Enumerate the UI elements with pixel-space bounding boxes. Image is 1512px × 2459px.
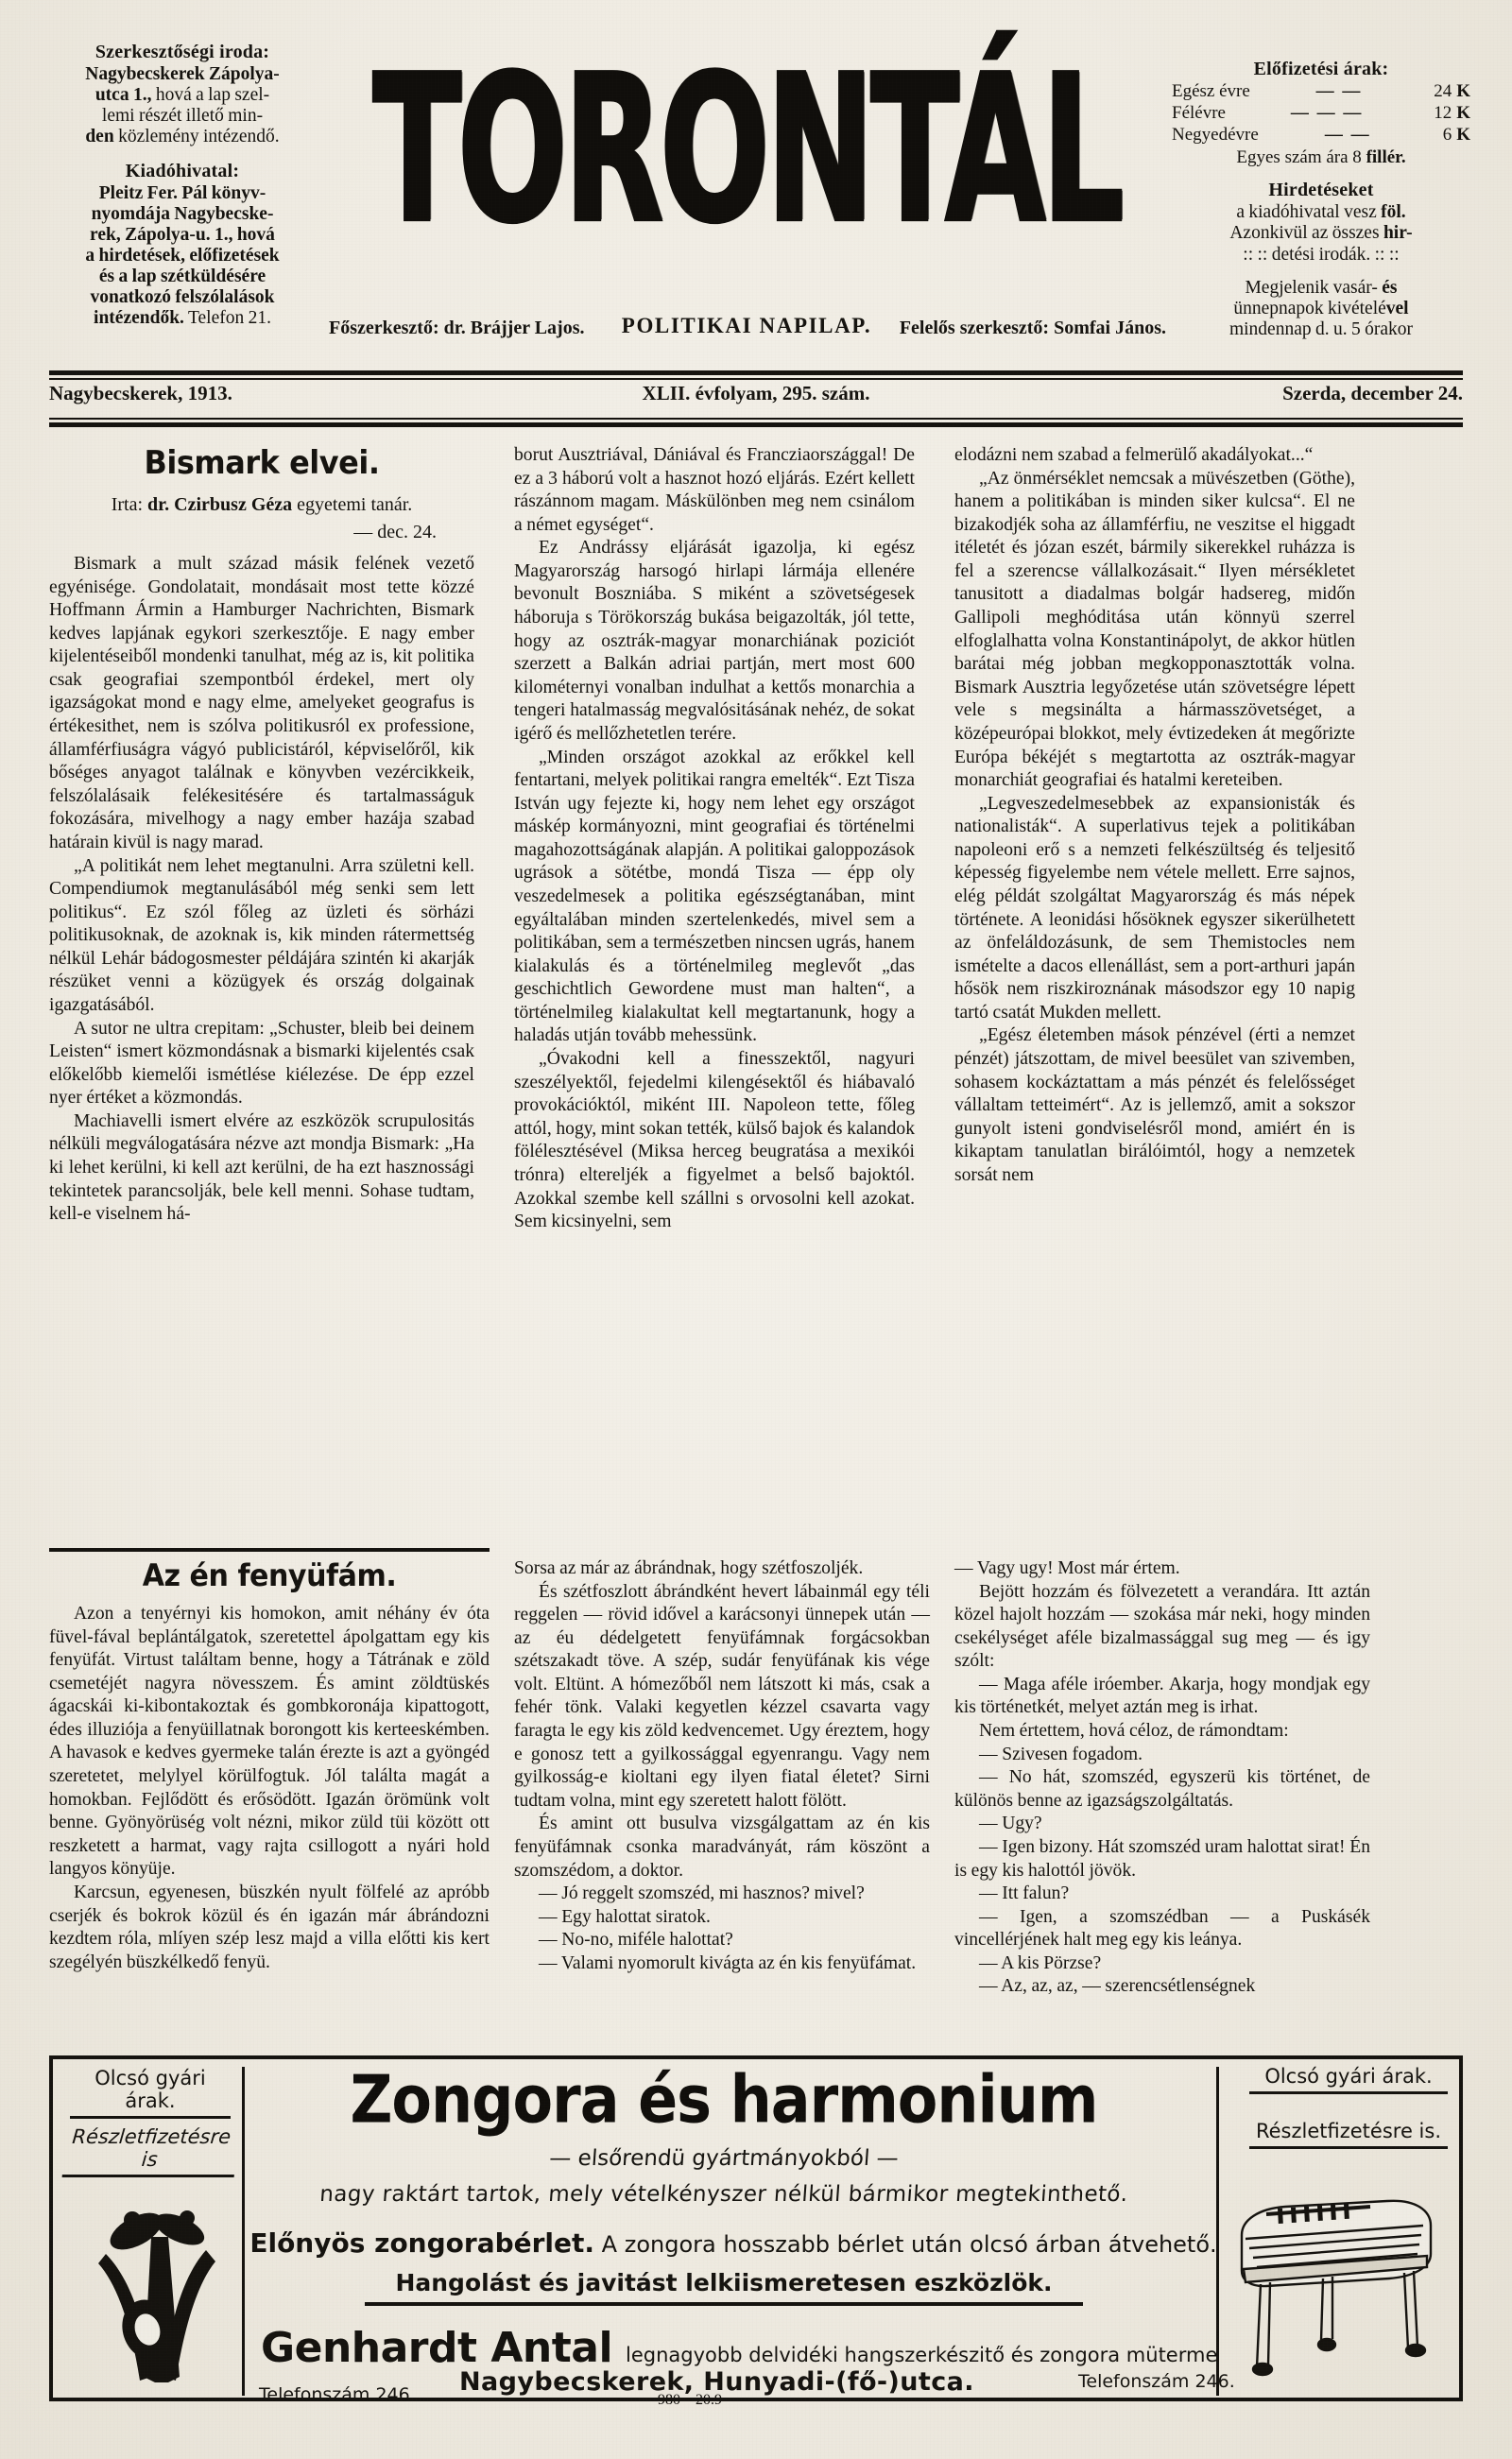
ad-phone-right: Telefonszám 246. (1078, 2371, 1235, 2392)
paragraph: Azon a tenyérnyi kis homokon, amit néhány év óta füvel-fával beplántálgatok, szeretettel ápolgattam egy kis fenyüfát. Virtust találtam benne, hogy a Tátrának e zöld csemetéjét nagyra növesszem. És amint zöldtüskés ágacskái ki-kibontakoztak és gombkoronája kipattogott, édes illuziója a fenyüillatnak borongott kis kerteeskémben. A havasok e kedves gyermeke talán érezte is azt a gyöngéd szeretetet, melylyel körülfogtuk. Jól találta magát a homokban. Fejlődött és erősödött. Igazán örömünk volt benne. Gyönyörüség volt nézni, mikor züld tüi között ott reszketett a harmat, vagy rajta csillogott a nyári hold langyos könyüje. (49, 1604, 490, 1880)
price-dashes-halfyear: — — — (1290, 103, 1364, 124)
editorial-office-heading: Szerkesztőségi iroda: (94, 42, 270, 62)
schedule-line1a: Megjelenik vasár- (1245, 277, 1383, 298)
paragraph: Bejött hozzám és fölvezetett a verandára. Itt aztán közel hajolt hozzám — szokása már neki, hogy minden csekélységet aféle bizalmassággal sug meg — és igy szólt: (954, 1581, 1370, 1672)
grand-piano-icon (1228, 2180, 1446, 2388)
pub-line1: Pleitz Fer. Pál könyv- (98, 182, 266, 203)
paragraph: — No-no, miféle halottat? (539, 1930, 733, 1951)
pub-line5: és a lap szétküldésére (98, 267, 266, 287)
price-label-quarter: Negyedévre (1172, 124, 1259, 145)
masthead-rule-top (49, 370, 1463, 375)
paragraph: borut Ausztriával, Dániával és Francziaországgal! De ez a 3 háború volt a hasznot hozó eljárás. Ezért kellett rászánnom magam. Máskülönben meg nem csinálom a német egységet“. (514, 445, 915, 535)
ad-merchant-name: Genhardt Antal (261, 2324, 613, 2372)
paragraph: — Egy halottat siratok. (539, 1906, 711, 1927)
price-amount-yearly: 24 (1434, 81, 1452, 102)
paragraph: Sorsa az már az ábrándnak, hogy szétfoszoljék. (514, 1558, 864, 1578)
ad-merchant-description: legnagyobb delvidéki hangszerkészitő és zongora müterme (626, 2344, 1218, 2366)
paragraph: És amint ott busulva vizsgálgattam az én kis fenyüfámnak csonka maradványát, rám köszönt a szomszédom, a doktor. (514, 1814, 930, 1881)
ads-line1a: a kiadóhivatal vesz (1236, 202, 1382, 223)
maker-emblem-icon (77, 2188, 229, 2386)
office-address-line1: Nagybecskerek Zápolya- (85, 64, 280, 85)
dateband-rule-bottom2 (49, 422, 1463, 427)
paragraph: — Igen, a szomszédban — a Puskásék vincellérjének halt meg egy kis leánya. (954, 1906, 1370, 1951)
price-dashes-quarter: — — (1324, 124, 1371, 145)
paragraph: Bismark a mult század másik felének vezető egyénisége. Gondolatait, mondásait most tette közzé Hoffmann Ármin a Hamburger Nachrichten, Bismark kedves lapjának egykori szerkesztője. E nagy ember kijelentéseiből mondenki tanulhat, még az is, kit politika csak geografiai szempontból érdekel, mert oly igazságokat mond e nagy elme, amelyeket geografus is értékesithet, nem is szólva politikusról ex professione, államférfiuságra vágyó publicistáról, képviselőről, kik bőséges anyagot találnak e könyvben vezércikkeik, felszólalásaik felékesitésére és tartalmasságuk fokozására, mivelhogy a nagy ember hazája szabad határain kivül is nagy marad. (49, 554, 474, 852)
masthead-subscription-info (1170, 59, 1472, 340)
price-currency-quarter: K (1456, 124, 1470, 145)
price-amount-quarter: 6 (1442, 124, 1452, 145)
paragraph: „Legveszedelmesebbek az expansionisták és nationalisták“. A superlativus tejek a politikában napoleoni erő s a nemzeti felkészültség és teljesitő képesség figyelembe nem vétele mellett. Erre sajnos, elég példát szolgáltat Magyarország és más népek története. A leonidási hősöknek egyszer sikerülhetett az önfeláldozásunk, de sem Themistocles nem ismételte a dacos ellenállást, sem a port-arthuri japán hősök nem riszkiroznának másodszor egy 10 napig tartó csatát Mukden mellett. (954, 793, 1355, 1023)
office-address-line2a: utca 1., (94, 85, 152, 106)
responsible-editor: Felelős szerkesztő: Somfai János. (899, 318, 1166, 338)
advertisements-heading: Hirdetéseket (1268, 180, 1374, 201)
newspaper-title-logo: TORONTÁL (372, 32, 1121, 268)
feature-column-2-body (514, 1557, 930, 1975)
paragraph: — Igen bizony. Hát szomszéd uram halottat sirat! Én is egy kis halottól jövök. (954, 1836, 1370, 1881)
editor-in-chief: Főszerkesztő: dr. Brájjer Lajos. (329, 318, 585, 338)
paragraph: „Egész életemben mások pénzével (érti a nemzet pénzét) játszottam, de mivel beesület van szivemben, sohasem kockáztattam a más pénzét és felelősséget vállaltam tetteimért“. Az is jellemző, amit a sokszor gunyolt isteni gondviselésről mond, amiért én is kikaptam tanulatlan birálóimtól, hogy a nemzetek sorsát nem (954, 1025, 1355, 1185)
schedule-line2b: vel (1385, 298, 1409, 318)
issue-dateband (49, 382, 1463, 405)
paragraph: Ez Andrássy eljárását igazolja, ki egész Magyarország harsogó hirlapi lármája ellenére bevonult Boszniába. S miként a szövetségesek háboruja s Törökország bukása beigazolták, jól tette, hogy az osztrák-magyar monarchiának poziciót szerzett a Balkán adriai partján, mert most 600 kilométernyi vonalban indulhat a kettős monarchia a tengeri hatalmasság megvalósitásának nehéz, de sokat igérő és mellőzhetetlen terére. (514, 538, 915, 744)
advertisements-note (1170, 202, 1472, 265)
pub-line2: nyomdája Nagybecske- (91, 203, 274, 224)
editorial-office-address (49, 64, 316, 147)
byline-suffix: egyetemi tanár. (292, 494, 413, 515)
publication-schedule (1170, 278, 1472, 340)
price-currency-yearly: K (1456, 81, 1470, 102)
dateband-rule-bottom1 (49, 418, 1463, 420)
feature-column-1 (49, 1557, 490, 2002)
price-label-halfyear: Félévre (1172, 103, 1226, 124)
paragraph: Machiavelli ismert elvére az eszközök scrupulositás nélküli megválogatására nézve azt mondja Bismark: „Ha ki lehet kerülni, ki kell azt kerülni, de ha ezt hasznossági tekintetek parancsolják, bele kell menni. Sohase tudtam, kell-e viselnem há- (49, 1110, 474, 1225)
ad-rental-rest: A zongora hosszabb bérlet után olcsó árban átvehető. (594, 2231, 1217, 2258)
ad-subtitle-stock: nagy raktárt tartok, mely vételkényszer nélkül bármikor megtekinthető. (318, 2182, 1129, 2207)
paragraph: — Maga aféle iróember. Akarja, hogy mondjak egy kis történetkét, melyet aztán meg is irhat. (954, 1674, 1370, 1718)
schedule-line2a: ünnepnapok kivételé (1233, 298, 1386, 318)
ad-right-cheap-prices: Olcsó gyári árak. (1249, 2065, 1448, 2094)
office-address-line4b: közlemény intézendő. (113, 127, 280, 147)
ad-subtitle-quality: — elsőrendü gyártmányokból — (548, 2146, 900, 2171)
paragraph: És szétfoszlott ábrándként hevert lábainmál egy téli reggelen — rövid idővel a karácsonyi ünnepek után — az éu dédelgetett fenyüfámnak forgácsokban szétszakadt töve. A szép, sudár fenyüfának kis vége volt. Eltünt. A hómezőből nem látszott ki más, csak a fehér tönk. Valaki kegyetlen kézzel csavarta vagy faragta le egy kis zöld kedvencemet. Ugy éreztem, hogy e gonosz tett a gyilkossággal egyenrangu. Vagy nem gyilkosság-e kioltani egy ilyen fiatal életet? Sirni tudtam volna, mint egy szeretett halott fölött. (514, 1581, 930, 1811)
paragraph: elodázni nem szabad a felmerülő akadályokat...“ (954, 445, 1314, 465)
ads-line2b: hir- (1383, 223, 1413, 244)
paragraph: — Jó reggelt szomszéd, mi hasznos? mivel? (539, 1883, 865, 1904)
paragraph: „Minden országot azokkal az erőkkel kell fentartani, melyek politikai rangra emelték“. Ezt Tisza István ugy fejezte ki, hogy nem lehet egy országot máskép kormányozni, mint geografiai és történelmi magahozottságának alapján. A politikai galoppozások ugrások a sötétbe, mondá Tisza — épp oly veszedelmesek a politika egészségtanában, mint egyáltalában minden szertelenkedés, mivel sem a politikában, sem a természetben nincsen ugrás, hanem kialakulás és a történelmileg meglevőt „das geschichtlich Gewordene must man halten“, a történelmileg kialakultat kell megtartanunk, hogy a haladás utján tovább mehessünk. (514, 747, 915, 1046)
masthead-rule-top2 (49, 378, 1463, 380)
subscription-prices-heading: Előfizetési árak: (1253, 59, 1389, 79)
pub-line7: intézendők. (94, 308, 184, 329)
paragraph: — A kis Pörzse? (979, 1952, 1102, 1973)
price-row-quarter (1170, 125, 1472, 146)
ad-tuning-line: Hangolást és javitást lelkiismeretesen eszközlök. (365, 2269, 1083, 2306)
price-currency-halfyear: K (1456, 103, 1470, 124)
ad-left-panel (60, 2067, 242, 2396)
main-headline: Bismark elvei. (144, 444, 380, 482)
paragraph: — Ugy? (979, 1814, 1042, 1834)
pub-line6: vonatkozó felszólalások (90, 287, 275, 308)
paragraph: Karcsun, egyenesen, büszkén nyult fölfelé az apróbb cserjék és bokrok közül és én igazán már ábrándozni kezdtem róla, mlíyen szép lesz majd a villa előtti kis kert szegélyén büszkélkedő fenyü. (49, 1882, 490, 1972)
main-byline (49, 494, 474, 516)
price-row-yearly (1170, 81, 1472, 103)
editor-credits (321, 318, 1172, 339)
feature-headline: Az én fenyüfám. (142, 1557, 397, 1593)
office-address-line2b: hová a lap szel- (151, 85, 270, 106)
ad-title: Zongora és harmonium (350, 2060, 1098, 2139)
ad-phone-left: Telefonszám 246 (259, 2384, 410, 2405)
masthead (0, 0, 1512, 370)
ad-rental-bold: Előnyös zongorabérlet. (249, 2227, 595, 2259)
column-3-body (954, 444, 1355, 1188)
single-copy-price (1170, 147, 1472, 167)
single-copy-text: Egyes szám ára 8 (1236, 146, 1366, 167)
masthead-center (321, 32, 1172, 338)
price-row-halfyear (1170, 103, 1472, 125)
dateband-place-year: Nagybecskerek, 1913. (49, 382, 232, 404)
paragraph: A sutor ne ultra crepitam: „Schuster, bleib bei deinem Leisten“ ismert közmondásnak a bismarki kijelentés csak előkelőbb kiemelői ismétlése kiélezése. De épp ezzel nyer értéket a közmondás. (49, 1018, 474, 1109)
feature-column-3-body (954, 1557, 1370, 1999)
column-2-body (514, 444, 915, 1234)
publisher-office-heading: Kiadóhivatal: (125, 160, 240, 181)
ads-line2a: Azonkivül az összes (1229, 223, 1383, 244)
feature-column-2 (490, 1557, 930, 2002)
feature-article (49, 1557, 1463, 2002)
paragraph: — Szivesen fogadom. (979, 1744, 1143, 1764)
newspaper-subtitle: POLITIKAI NAPILAP. (621, 314, 872, 337)
paragraph: — No hát, szomszéd, egyszerü kis történet, de különös benne az igazságszolgáltatás. (954, 1767, 1370, 1811)
feature-column-3 (930, 1557, 1370, 2002)
office-address-line3: lemi részét illető min- (101, 106, 264, 127)
paragraph: „Az önmérséklet nemcsak a müvészetben (Göthe), hanem a politikában is minden siker kulcsa“. El ne bizakodjék soha az államférfiu, ne veszitse el higgadt itéletét és józan eszét, bármily sikerekkel ruházza is fel a szerencse vállalkozásait.“ Ilyen mérsékletet tanusitott a diadalmas bolgár hadsereg, midőn Gallipoli meghóditása után könnyü szerrel elfoglalhatta volna Konstantinápolyt, de akkor hütlen barátai még jobban megkopponasztották volna. Bismark Ausztria legyőzetése után szövetségre lépett vele s megsinálta a hármasszövetséget, a középeurópai blokkot, mely évtizedeken át megőrizte Európa békéjét s megtartotta az osztrák-magyar monarchiát geografiai és hatalmi kereteiben. (954, 468, 1355, 791)
masthead-editorial-office (49, 42, 316, 329)
ad-rental-line (242, 2227, 1225, 2259)
paragraph: — Az, az, az, — szerencsétlenségnek (979, 1976, 1256, 1997)
ad-merchant-address: Nagybecskerek, Hunyadi-(fő-)utca. (459, 2367, 974, 2397)
pub-line3: rek, Zápolya-u. 1., hová (90, 224, 275, 245)
ad-left-installments: Részletfizetésre is (62, 2125, 239, 2177)
paragraph: Nem értettem, hová céloz, de rámondtam: (979, 1721, 1289, 1742)
column-1-body (49, 553, 474, 1227)
ad-left-cheap-prices: Olcsó gyári árak. (70, 2067, 231, 2119)
paragraph: „Óvakodni kell a finesszektől, nagyuri szeszélyektől, fejedelmi kilengésektől és hiábavaló provokációktól, miként III. Napoleon tette, főleg attól, hogy, mint sokan tették, külső bajok és kalandok fölélesztésével (Miksa herceg beugratása a mexikói trónra) eltereljék a figyelmet a belső bajoktól. Azokkal szembe kell szállni s orvosolni kell azokat. Sem kicsinyelni, sem (514, 1049, 915, 1232)
price-label-yearly: Egész évre (1172, 81, 1250, 102)
paragraph: — Valami nyomorult kivágta az én kis fenyüfámat. (539, 1952, 917, 1973)
price-dashes-yearly: — — (1315, 81, 1363, 102)
ads-line3: :: :: detési irodák. :: :: (1243, 244, 1400, 265)
feature-separator-rule (49, 1548, 490, 1552)
ad-right-panel (1217, 2067, 1452, 2396)
feature-column-1-body (49, 1603, 490, 1974)
dateband-volume-issue: XLII. évfolyam, 295. szám. (642, 382, 870, 404)
newspaper-logo-wrap (321, 32, 1172, 268)
pub-line4: a hirdetések, előfizetések (85, 246, 280, 266)
paragraph: „A politikát nem lehet megtanulni. Arra születni kell. Compendiumok megtanulásából még senki sem lett politikus“. Ez szól főleg az üzleti és sörházi politikusoknak, de azoknak is, kik minden rátermettség nélkül Lehár bádogosmester példájára szintén ki akarják részüket venni a közügyek és ország dolgainak igazgatásából. (49, 855, 474, 1015)
single-copy-unit: fillér. (1366, 146, 1406, 167)
ads-line1b: föl. (1381, 202, 1406, 223)
price-amount-halfyear: 12 (1434, 103, 1452, 124)
paragraph: — Vagy ugy! Most már értem. (954, 1558, 1180, 1578)
ad-right-installments: Részletfizetésre is. (1249, 2120, 1448, 2149)
schedule-line1b: és (1382, 277, 1398, 298)
dateband-weekday-date: Szerda, december 24. (1282, 382, 1463, 404)
main-dateline: — dec. 24. (353, 522, 437, 542)
schedule-line3: mindennap d. u. 5 órakor (1228, 318, 1414, 339)
byline-author: dr. Czirbusz Géza (147, 494, 293, 515)
paragraph: — Itt falun? (979, 1883, 1070, 1904)
ad-merchant-line (261, 2324, 1225, 2372)
publisher-office-address (49, 183, 316, 329)
piano-advertisement[interactable] (49, 2055, 1463, 2408)
ad-reference-code: 980—20.9 (658, 2392, 722, 2408)
byline-prefix: Irta: (111, 494, 147, 515)
pub-phone: Telefon 21. (183, 308, 271, 329)
office-address-line4a: den (85, 127, 114, 147)
